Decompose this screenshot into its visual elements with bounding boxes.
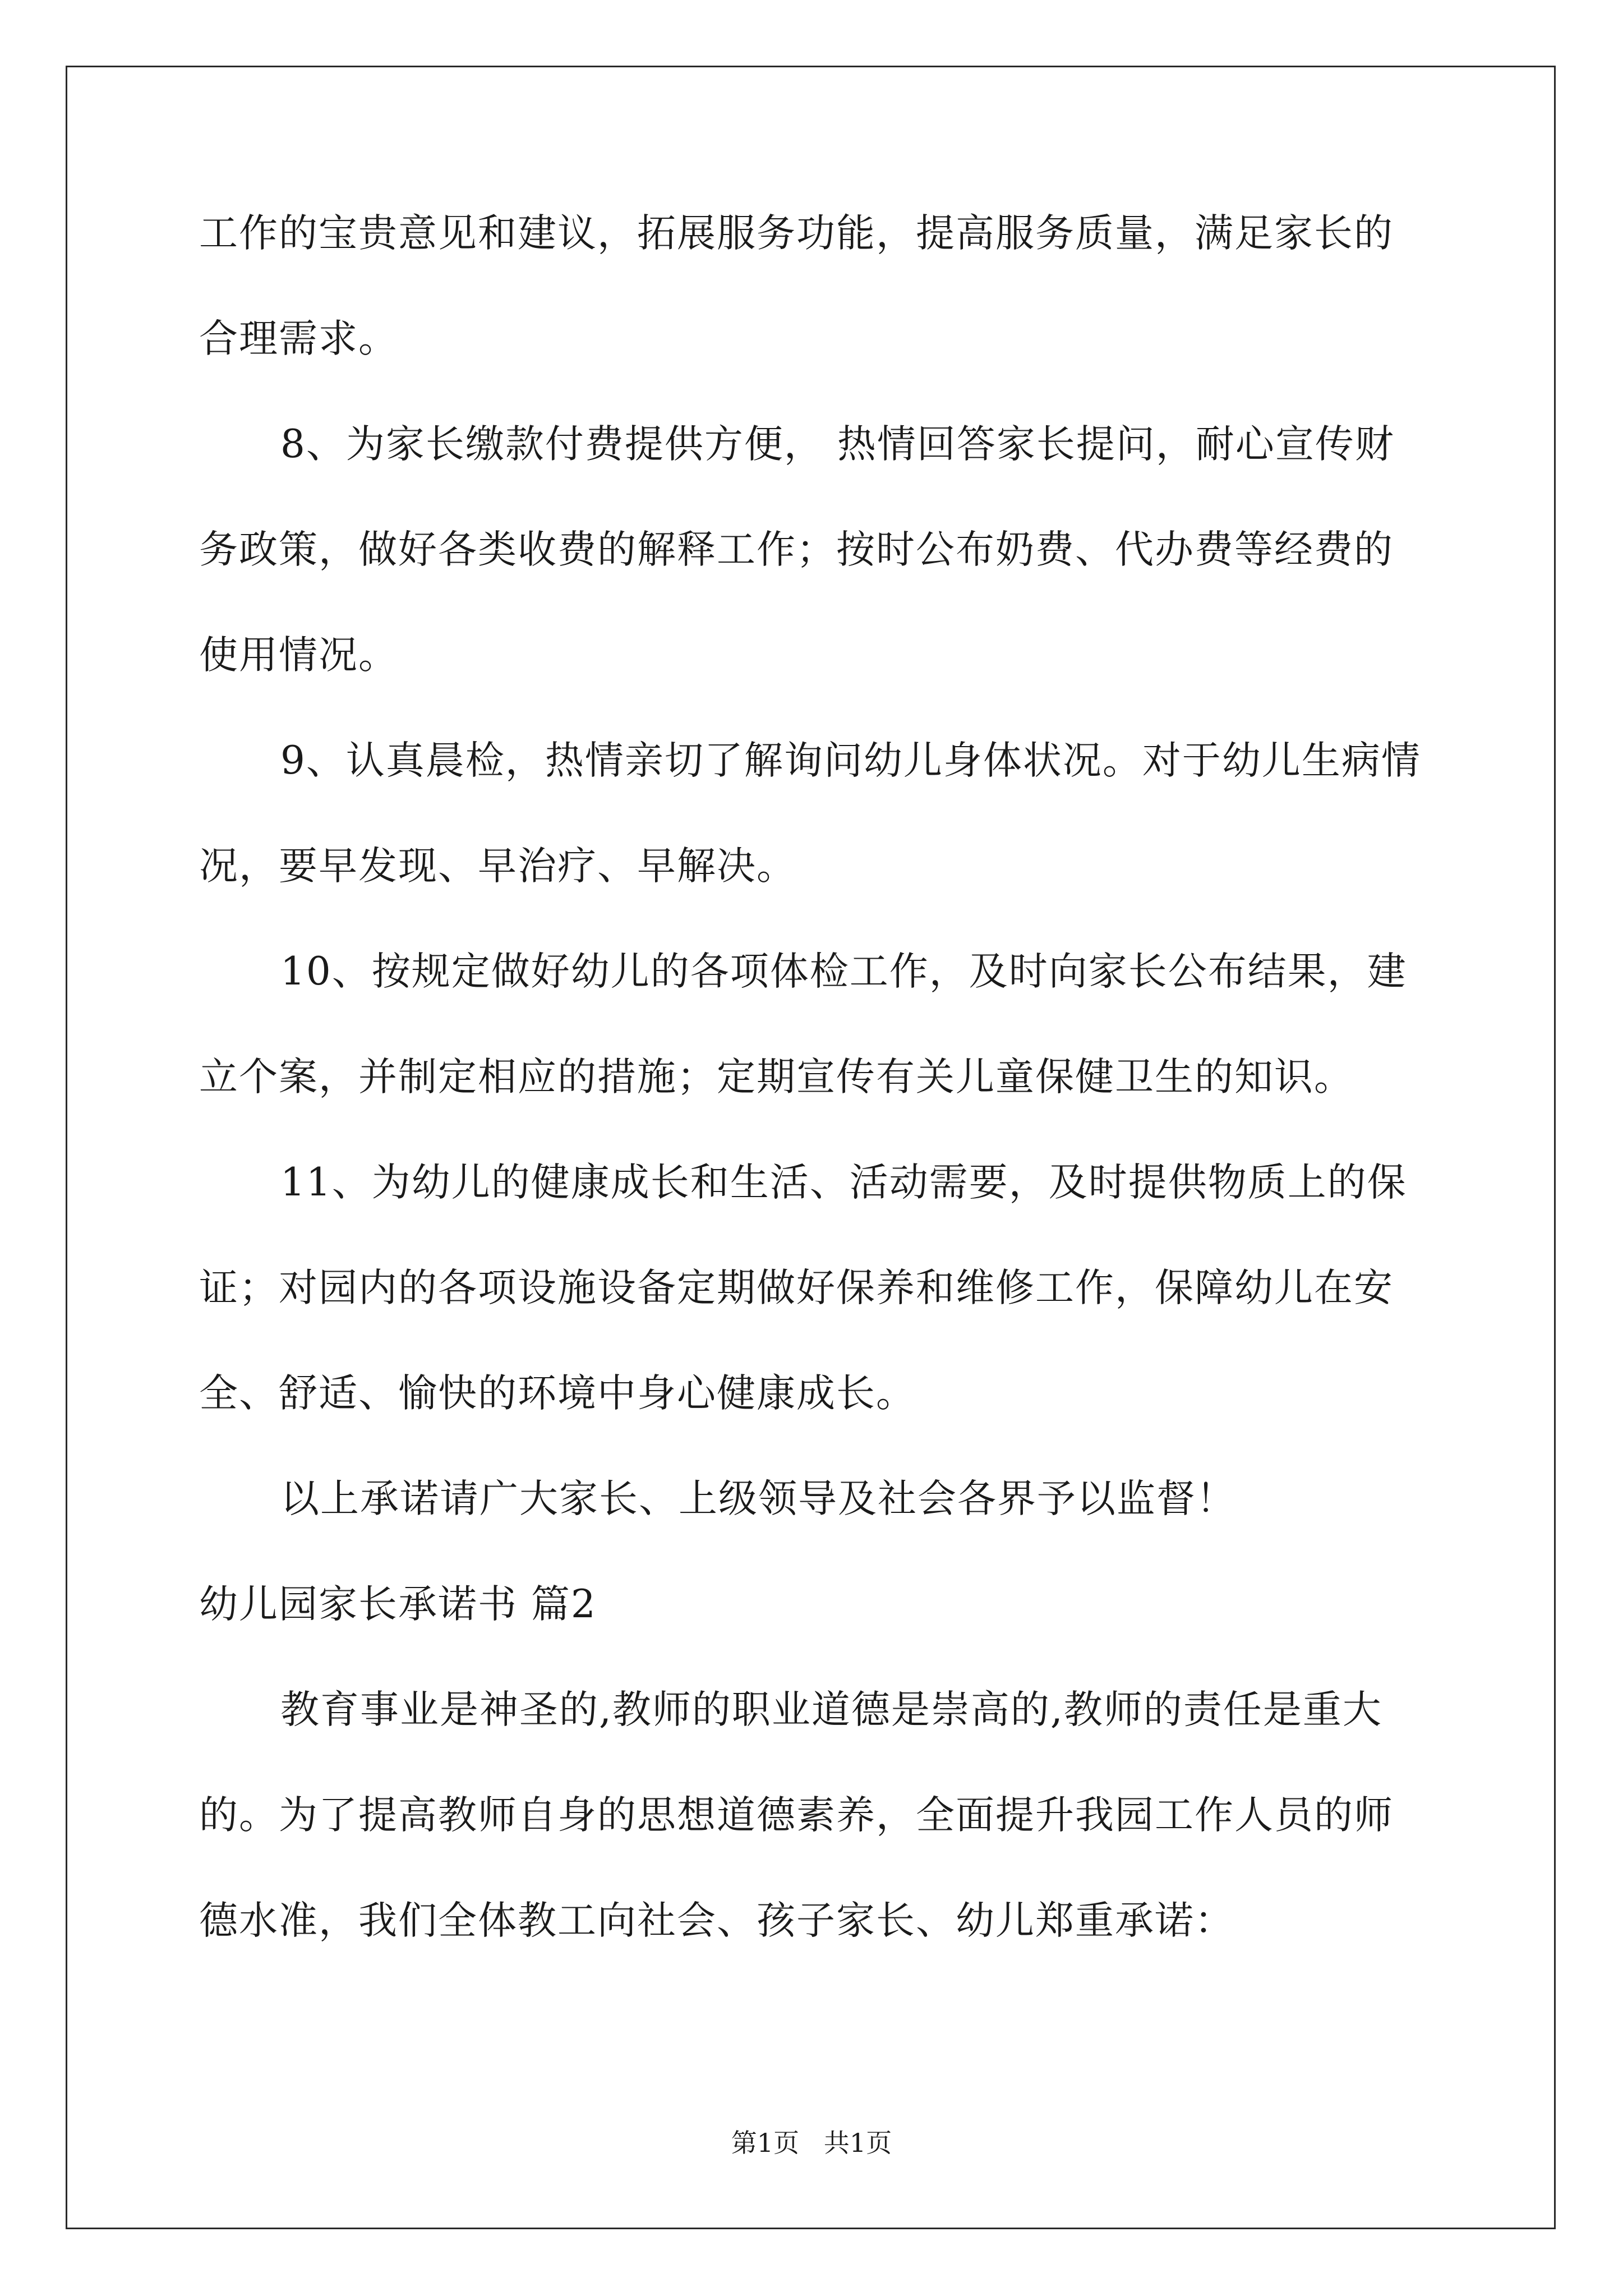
body-line: 况，要早发现、早治疗、早解决。 bbox=[199, 844, 796, 889]
body-line: 立个案，并制定相应的措施；定期宣传有关儿童保健卫生的知识。 bbox=[199, 1055, 1354, 1099]
body-line: 8、为家长缴款付费提供方便， 热情回答家长提问，耐心宣传财 bbox=[280, 422, 1395, 467]
body-line: 使用情况。 bbox=[199, 633, 398, 678]
body-line: 证；对园内的各项设施设备定期做好保养和维修工作，保障幼儿在安 bbox=[199, 1266, 1394, 1310]
body-line: 的。为了提高教师自身的思想道德素养，全面提升我园工作人员的师 bbox=[199, 1793, 1394, 1838]
page-footer: 第1页 共1页 bbox=[731, 2128, 892, 2158]
body-line: 9、认真晨检，热情亲切了解询问幼儿身体状况。对于幼儿生病情 bbox=[280, 738, 1421, 783]
body-line: 全、舒适、愉快的环境中身心健康成长。 bbox=[199, 1371, 916, 1416]
body-line: 以上承诺请广大家长、上级领导及社会各界予以监督！ bbox=[280, 1476, 1236, 1521]
body-line: 德水准，我们全体教工向社会、孩子家长、幼儿郑重承诺： bbox=[199, 1898, 1234, 1943]
body-line: 10、按规定做好幼儿的各项体检工作，及时向家长公布结果，建 bbox=[280, 949, 1407, 994]
body-line: 合理需求。 bbox=[199, 316, 398, 361]
body-line: 务政策，做好各类收费的解释工作；按时公布奶费、代办费等经费的 bbox=[199, 527, 1394, 572]
body-line: 11、为幼儿的健康成长和生活、活动需要，及时提供物质上的保 bbox=[280, 1160, 1407, 1205]
body-line: 工作的宝贵意见和建议，拓展服务功能，提高服务质量，满足家长的 bbox=[199, 211, 1394, 256]
section-heading: 幼儿园家长承诺书 篇2 bbox=[199, 1582, 597, 1627]
body-line: 教育事业是神圣的,教师的职业道德是崇高的,教师的责任是重大 bbox=[280, 1687, 1382, 1732]
